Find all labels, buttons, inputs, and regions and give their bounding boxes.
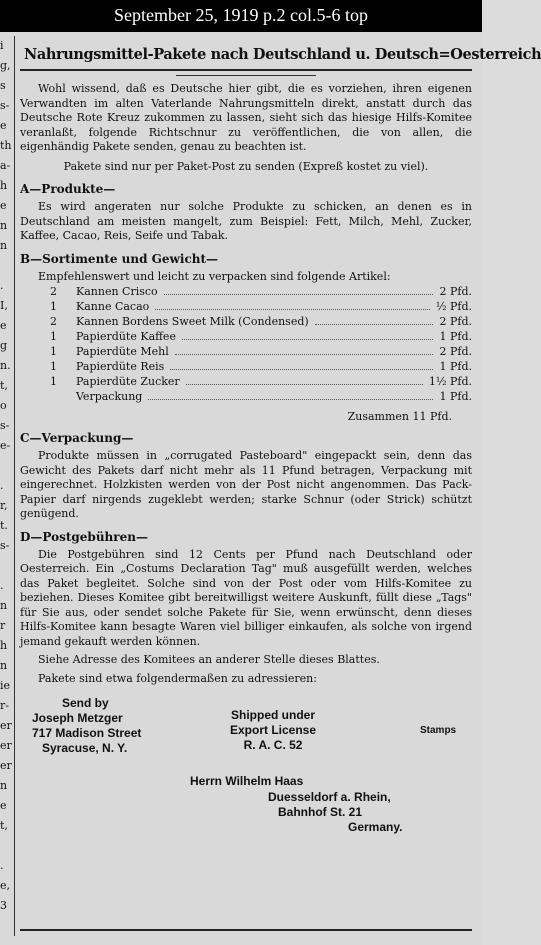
left-fragment: er <box>0 739 12 752</box>
left-fragment: r <box>0 619 6 632</box>
left-fragment <box>0 456 14 476</box>
left-fragment: g, <box>0 59 11 72</box>
leader-dots <box>164 284 434 295</box>
section-a-heading: A—Produkte— <box>20 182 116 196</box>
shipping-license <box>230 708 316 753</box>
left-fragment: s- <box>0 419 10 432</box>
left-fragment: n <box>0 779 8 792</box>
section-c-heading: C—Verpackung— <box>20 431 134 445</box>
leader-dots <box>148 389 433 400</box>
item-name: Papierdüte Mehl <box>76 345 169 358</box>
section-d-address-intro: Pakete sind etwa folgendermaßen zu adressieren: <box>38 671 317 685</box>
left-fragment: e- <box>0 439 11 452</box>
left-fragment: o <box>0 399 7 412</box>
item-weight: 1 Pfd. <box>439 330 472 343</box>
left-fragment <box>0 556 14 576</box>
recipient-country: Germany. <box>348 820 403 834</box>
left-fragment: er <box>0 719 12 732</box>
section-b-heading: B—Sortimente und Gewicht— <box>20 251 219 266</box>
left-fragment: h <box>0 179 8 192</box>
license-number: R. A. C. 52 <box>243 738 303 752</box>
left-fragment: t. <box>0 519 8 532</box>
leader-dots <box>155 299 430 310</box>
item-qty: 1 <box>50 345 57 358</box>
item-qty: 1 <box>50 375 57 388</box>
left-fragment: e <box>0 199 7 212</box>
leader-dots <box>186 374 423 385</box>
left-fragment: r- <box>0 699 9 712</box>
bottom-rule <box>20 929 472 931</box>
left-column-fragments <box>0 36 15 936</box>
article <box>20 36 541 936</box>
page-caption: September 25, 1919 p.2 col.5-6 top <box>114 5 368 25</box>
article-title: Nahrungsmittel-Pakete nach Deutschland u. Deutsch=Oesterreich <box>24 46 541 63</box>
left-fragment: n <box>0 659 8 672</box>
section-a-text: Es wird angeraten nur solche Produkte zu schicken, an denen es in Deutschland am meisten mangelt, zum Beispiel: Fett, Milch, Mehl, Zucker, Kaffee, Cacao, Reis, Seife und Tabak. <box>20 200 472 242</box>
section-c-text: Produkte müssen in „corrugated Pasteboard" eingepackt sein, denn das Gewicht des Pakets darf nicht mehr als 11 Pfund betragen, Verpackung mit eingerechnet. Holzkisten werden von der Post nicht angenommen. Das Pack-Papier darf nirgends zugeklebt werden; starke Schnur (oder Strick) schützt genügend. <box>20 449 472 520</box>
left-fragment: e <box>0 119 7 132</box>
list-item <box>50 359 472 374</box>
left-fragment: n <box>0 239 8 252</box>
left-fragment <box>0 256 14 276</box>
item-weight: 2 Pfd. <box>439 315 472 328</box>
left-fragment: t, <box>0 819 8 832</box>
section-b-text: Empfehlenswert und leicht zu verpacken sind folgende Artikel: <box>38 269 391 283</box>
list-item <box>50 389 472 404</box>
recipient-city: Duesseldorf a. Rhein, <box>268 790 391 804</box>
leader-dots <box>182 329 434 340</box>
list-item <box>50 344 472 359</box>
export-license: Export License <box>230 723 317 737</box>
item-name: Kannen Bordens Sweet Milk (Condensed) <box>76 315 309 328</box>
item-name: Verpackung <box>76 390 143 403</box>
left-fragment: t, <box>0 379 8 392</box>
list-total: Zusammen 11 Pfd. <box>347 410 452 423</box>
left-fragment: er <box>0 759 12 772</box>
left-fragment: e, <box>0 879 11 892</box>
sender-city: Syracuse, N. Y. <box>42 741 128 755</box>
article-list <box>50 284 472 404</box>
list-item <box>50 314 472 329</box>
left-fragment: . <box>0 579 4 592</box>
item-weight: 2 Pfd. <box>439 345 472 358</box>
item-name: Papierdüte Kaffee <box>76 330 176 343</box>
left-fragment: i <box>0 39 4 52</box>
left-fragment: a- <box>0 159 11 172</box>
list-item <box>50 374 472 389</box>
address-block <box>20 696 472 856</box>
item-qty: 1 <box>50 330 57 343</box>
shipped-label: Shipped under <box>231 708 316 722</box>
item-qty: 1 <box>50 300 57 313</box>
recipient-street: Bahnhof St. 21 <box>278 805 363 819</box>
stamps-label: Stamps <box>420 725 457 736</box>
leader-dots <box>315 314 434 325</box>
intro-paragraph: Wohl wissend, daß es Deutsche hier gibt, die es vorziehen, ihren eigenen Verwandten im alten Vaterlande Nahrungsmitteln direkt, anstatt durch das Deutsche Rote Kreuz zukommen zu lassen, sieht sich das hiesige Hilfs-Komitee veranlaßt, folgende Richtschnur zu veröffentlichen, die von allen, die eigenhändig Pakete senden, genau zu beachten ist. <box>20 82 472 153</box>
left-fragment: s- <box>0 99 10 112</box>
left-fragment <box>0 836 14 856</box>
title-rule <box>20 69 472 71</box>
item-weight: ½ Pfd. <box>435 300 472 313</box>
item-qty: 1 <box>50 360 57 373</box>
item-name: Kannen Crisco <box>76 285 158 298</box>
left-fragment: g <box>0 339 8 352</box>
list-item <box>50 329 472 344</box>
section-d-heading: D—Postgebühren— <box>20 529 148 544</box>
left-fragment: 3 <box>0 899 7 912</box>
sender-street: 717 Madison Street <box>32 726 142 740</box>
item-weight: 1½ Pfd. <box>428 375 472 388</box>
left-fragment: ie <box>0 679 11 692</box>
left-fragment: n <box>0 219 8 232</box>
item-weight: 1 Pfd. <box>439 360 472 373</box>
section-d-note: Siehe Adresse des Komitees an anderer Stelle dieses Blattes. <box>38 653 380 666</box>
sender-address <box>32 696 141 756</box>
left-fragment: s <box>0 79 6 92</box>
caption-bar <box>0 0 482 32</box>
left-fragment: . <box>0 279 4 292</box>
left-fragment: r, <box>0 499 8 512</box>
item-qty <box>50 389 76 404</box>
left-fragment: . <box>0 859 4 872</box>
recipient-name: Herrn Wilhelm Haas <box>190 774 304 788</box>
item-name: Papierdüte Zucker <box>76 375 180 388</box>
leader-dots <box>170 359 433 370</box>
sender-name: Joseph Metzger <box>32 711 123 725</box>
left-fragment: e <box>0 799 7 812</box>
send-by-label: Send by <box>62 696 109 710</box>
sub-rule <box>176 75 316 76</box>
item-qty: 2 <box>50 315 57 328</box>
item-weight: 2 Pfd. <box>439 285 472 298</box>
leader-dots <box>175 344 434 355</box>
left-fragment: s- <box>0 539 10 552</box>
intro-note: Pakete sind nur per Paket-Post zu senden (Expreß kostet zu viel). <box>63 159 429 173</box>
list-item <box>50 284 472 299</box>
left-fragment: th <box>0 139 12 152</box>
item-name: Kanne Cacao <box>76 300 150 313</box>
list-item <box>50 299 472 314</box>
left-fragment: n <box>0 599 8 612</box>
left-fragment: . <box>0 479 4 492</box>
left-fragment: n. <box>0 359 11 372</box>
section-d-text: Die Postgebühren sind 12 Cents per Pfund nach Deutschland oder Oesterreich. Ein „Costums Declaration Tag" muß ausgefüllt werden, welches das Paket begleitet. Solche sind von der Post oder vom Hilfs-Komitee zu beziehen. Dieses Komitee gibt bereitwilligst weitere Auskunft, füllt diese „Tags" für Sie aus, oder sendet solche Pakete für Sie, wenn erwünscht, denn dieses Hilfs-Komitee kann besagte Waren viel billiger einkaufen, als solche von irgend jemand gekauft werden können. <box>20 547 472 648</box>
recipient-address <box>268 790 402 835</box>
left-fragment: I, <box>0 299 8 312</box>
left-fragment: h <box>0 639 8 652</box>
item-weight: 1 Pfd. <box>439 390 472 403</box>
item-qty: 2 <box>50 285 57 298</box>
item-name: Papierdüte Reis <box>76 360 165 373</box>
left-fragment: e <box>0 319 7 332</box>
